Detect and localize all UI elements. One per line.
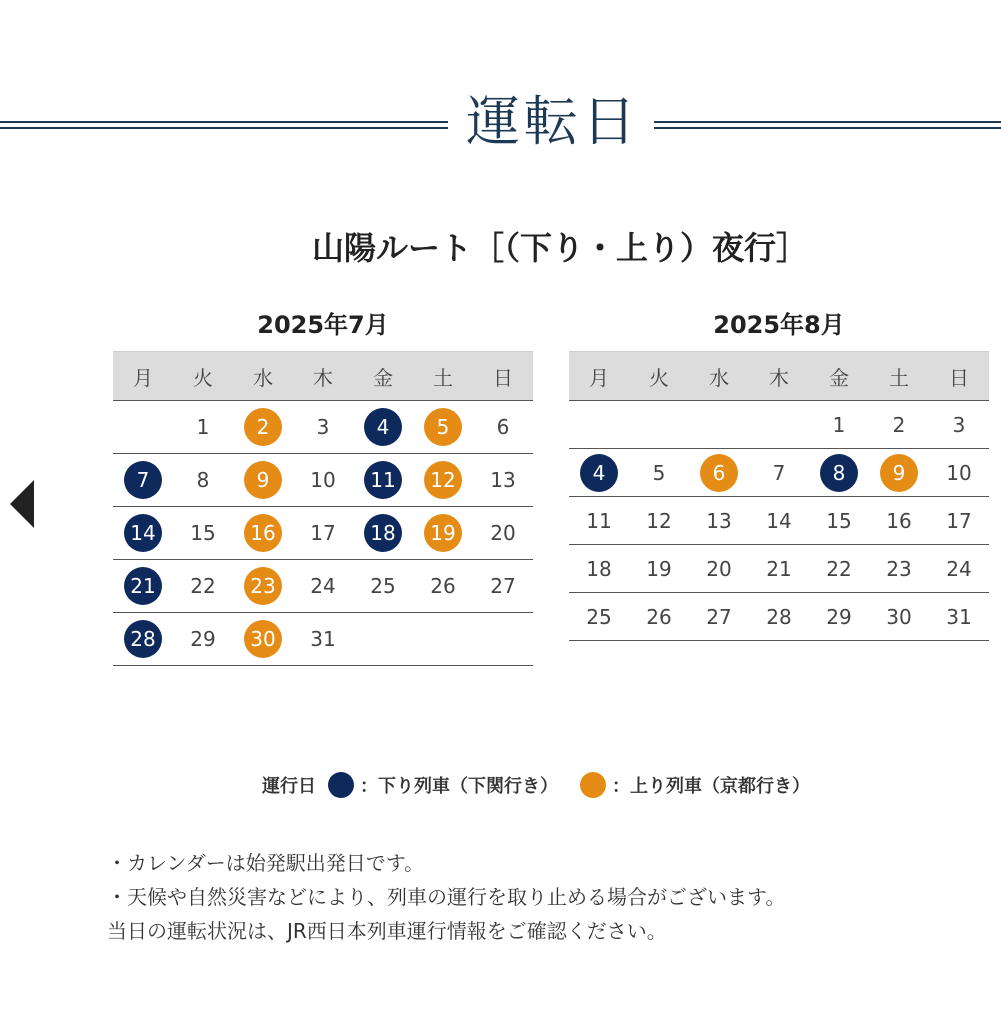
calendar-day-cell [173,507,233,560]
weekday-header: 火 [629,352,689,401]
calendar-day: 15 [826,508,852,533]
calendar-day-cell [569,545,629,593]
down-train-day: 11 [364,461,402,499]
up-train-day: 2 [244,408,282,446]
calendar-day: 10 [310,468,336,492]
calendar-day-cell [413,560,473,613]
calendar-week-row [113,613,533,666]
up-train-day: 19 [424,514,462,552]
weekday-header: 金 [809,352,869,401]
calendar-day-cell [809,545,869,593]
calendar-day: 8 [196,468,210,492]
calendar-day-cell [929,545,989,593]
weekday-header: 火 [173,352,233,401]
down-train-day: 4 [580,454,618,492]
calendar-day: 27 [490,574,516,598]
calendar-day-cell [473,507,533,560]
calendar-day: 29 [190,627,216,651]
section-heading [0,88,1001,158]
weekday-header: 水 [689,352,749,401]
calendar-title: 2025年7月 [257,311,389,339]
calendar-day-cell [809,401,869,449]
weekday-header: 木 [749,352,809,401]
weekday-header: 土 [413,352,473,401]
calendar-week-row [569,545,989,593]
calendar-day-cell [293,507,353,560]
legend-up-text: ：上り列車（京都行き） [612,776,810,797]
calendar-day-cell [689,449,749,497]
calendar-day-cell [629,593,689,641]
calendar-day-cell [569,593,629,641]
weekday-header: 木 [293,352,353,401]
calendar-day-cell [689,545,749,593]
calendar-day-cell [293,401,353,454]
calendar-day-cell [929,449,989,497]
calendar-day-cell [569,497,629,545]
calendar-day-cell [569,401,629,449]
calendar-day-cell [569,449,629,497]
legend [262,770,810,800]
calendar-day: 18 [586,556,612,581]
calendar-day-cell [113,507,173,560]
calendar-day-cell [113,613,173,666]
calendar-day-cell [629,401,689,449]
calendar-day: 11 [586,508,612,533]
calendar-day: 17 [310,521,336,545]
calendar-grid [113,351,533,666]
calendar-day: 23 [886,556,912,581]
calendar-day: 22 [826,556,852,581]
calendar-day-cell [173,454,233,507]
calendar-day-cell [233,401,293,454]
calendar-title: 2025年8月 [713,311,845,339]
up-train-day: 9 [244,461,282,499]
calendar-day-cell [629,449,689,497]
route-title: 山陽ルート［（下り・上り）夜行］ [312,229,809,267]
calendar-day-cell [293,560,353,613]
calendar-august [569,305,989,641]
calendar-day-cell [353,507,413,560]
calendar-day-cell [929,401,989,449]
calendar-day-cell [869,449,929,497]
calendar-week-row [113,454,533,507]
calendar-day-cell [869,497,929,545]
calendar-day: 29 [826,604,852,629]
calendar-day: 5 [652,460,666,485]
down-train-day: 18 [364,514,402,552]
calendar-day-cell [689,497,749,545]
calendar-day-cell [233,613,293,666]
calendar-day-cell [413,401,473,454]
calendar-day: 14 [766,508,792,533]
calendar-day-cell [113,560,173,613]
up-train-day: 16 [244,514,282,552]
up-train-day: 23 [244,567,282,605]
up-train-day: 6 [700,454,738,492]
calendar-week-row [569,401,989,449]
calendar-day-cell [749,449,809,497]
calendar-week-row [569,449,989,497]
weekday-header: 金 [353,352,413,401]
legend-down-text: ：下り列車（下関行き） [360,776,558,797]
calendar-day-cell [809,497,869,545]
calendar-day-cell [173,613,233,666]
note-line: ・天候や自然災害などにより、列車の運行を取り止める場合がございます。 [107,885,786,909]
calendar-day: 31 [310,627,336,651]
calendar-day: 20 [490,521,516,545]
weekday-header: 月 [569,352,629,401]
calendar-day-cell [689,593,749,641]
calendar-day-cell [809,593,869,641]
legend-label: 運行日 [262,776,316,797]
calendar-day-cell [629,497,689,545]
calendar-day: 7 [772,460,786,485]
calendar-day-cell [629,545,689,593]
calendar-day-cell [233,560,293,613]
down-train-day: 14 [124,514,162,552]
calendar-day-cell [413,454,473,507]
calendar-day-cell [809,449,869,497]
note-line: 当日の運転状況は、JR西日本列車運行情報をご確認ください。 [107,919,667,943]
calendar-day-cell [749,545,809,593]
weekday-header: 土 [869,352,929,401]
calendar-day-cell [929,593,989,641]
calendar-day: 25 [586,604,612,629]
calendar-day-cell [473,560,533,613]
calendar-day-cell [353,401,413,454]
calendar-day: 25 [370,574,396,598]
calendar-day-cell [233,454,293,507]
calendar-day-cell [353,560,413,613]
calendar-day: 27 [706,604,732,629]
calendar-day-cell [473,401,533,454]
calendar-day-cell [413,507,473,560]
calendar-day-cell [353,613,413,666]
up-train-day: 30 [244,620,282,658]
calendar-day-cell [173,560,233,613]
calendar-day: 28 [766,604,792,629]
section-title: 運転日 [466,90,640,153]
up-train-day: 5 [424,408,462,446]
calendar-week-row [569,497,989,545]
calendar-day-cell [293,613,353,666]
calendar-day-cell [113,454,173,507]
calendar-day-cell [869,401,929,449]
calendar-day-cell [929,497,989,545]
calendar-day: 22 [190,574,216,598]
down-train-day: 8 [820,454,858,492]
calendar-day: 10 [946,460,972,485]
calendar-day: 24 [946,556,972,581]
calendar-day: 1 [196,415,210,439]
down-train-day: 28 [124,620,162,658]
heading-rule-left [0,121,448,129]
weekday-header: 月 [113,352,173,401]
calendar-day-cell [353,454,413,507]
calendar-day: 19 [646,556,672,581]
calendar-day: 13 [706,508,732,533]
heading-rule-right [654,121,1001,129]
calendar-day: 24 [310,574,336,598]
down-train-day: 7 [124,461,162,499]
calendar-day: 30 [886,604,912,629]
calendar-july [113,305,533,666]
calendar-week-row [113,401,533,454]
weekday-header: 水 [233,352,293,401]
calendar-day-cell [173,401,233,454]
calendar-grid [569,351,989,641]
calendar-day-cell [113,401,173,454]
calendar-day-cell [413,613,473,666]
calendar-week-row [569,593,989,641]
weekday-header: 日 [929,352,989,401]
up-train-day: 9 [880,454,918,492]
calendar-day: 2 [892,412,906,437]
calendar-day: 31 [946,604,972,629]
note-line: ・カレンダーは始発駅出発日です。 [107,851,425,875]
up-train-dot-icon [580,772,606,798]
calendar-day-cell [749,497,809,545]
calendar-day-cell [749,593,809,641]
up-train-day: 12 [424,461,462,499]
prev-arrow-icon[interactable] [10,480,34,528]
calendar-day: 26 [430,574,456,598]
calendar-week-row [113,560,533,613]
calendar-day-cell [869,545,929,593]
calendar-day: 15 [190,521,216,545]
calendar-day: 3 [316,415,330,439]
down-train-day: 4 [364,408,402,446]
calendar-day-cell [869,593,929,641]
weekday-header: 日 [473,352,533,401]
calendar-day: 13 [490,468,516,492]
calendar-day-cell [473,454,533,507]
notes [107,846,927,948]
calendar-day: 6 [496,415,510,439]
calendar-day: 12 [646,508,672,533]
calendar-day: 1 [832,412,846,437]
calendar-day-cell [293,454,353,507]
calendar-day-cell [689,401,749,449]
down-train-day: 21 [124,567,162,605]
calendar-day: 3 [952,412,966,437]
calendar-day: 17 [946,508,972,533]
calendar-day: 26 [646,604,672,629]
down-train-dot-icon [328,772,354,798]
calendar-day-cell [233,507,293,560]
weekday-header-row [569,352,989,401]
calendar-day: 21 [766,556,792,581]
calendar-day: 20 [706,556,732,581]
weekday-header-row [113,352,533,401]
calendar-week-row [113,507,533,560]
calendar-day-cell [749,401,809,449]
calendar-day: 16 [886,508,912,533]
calendar-day-cell [473,613,533,666]
